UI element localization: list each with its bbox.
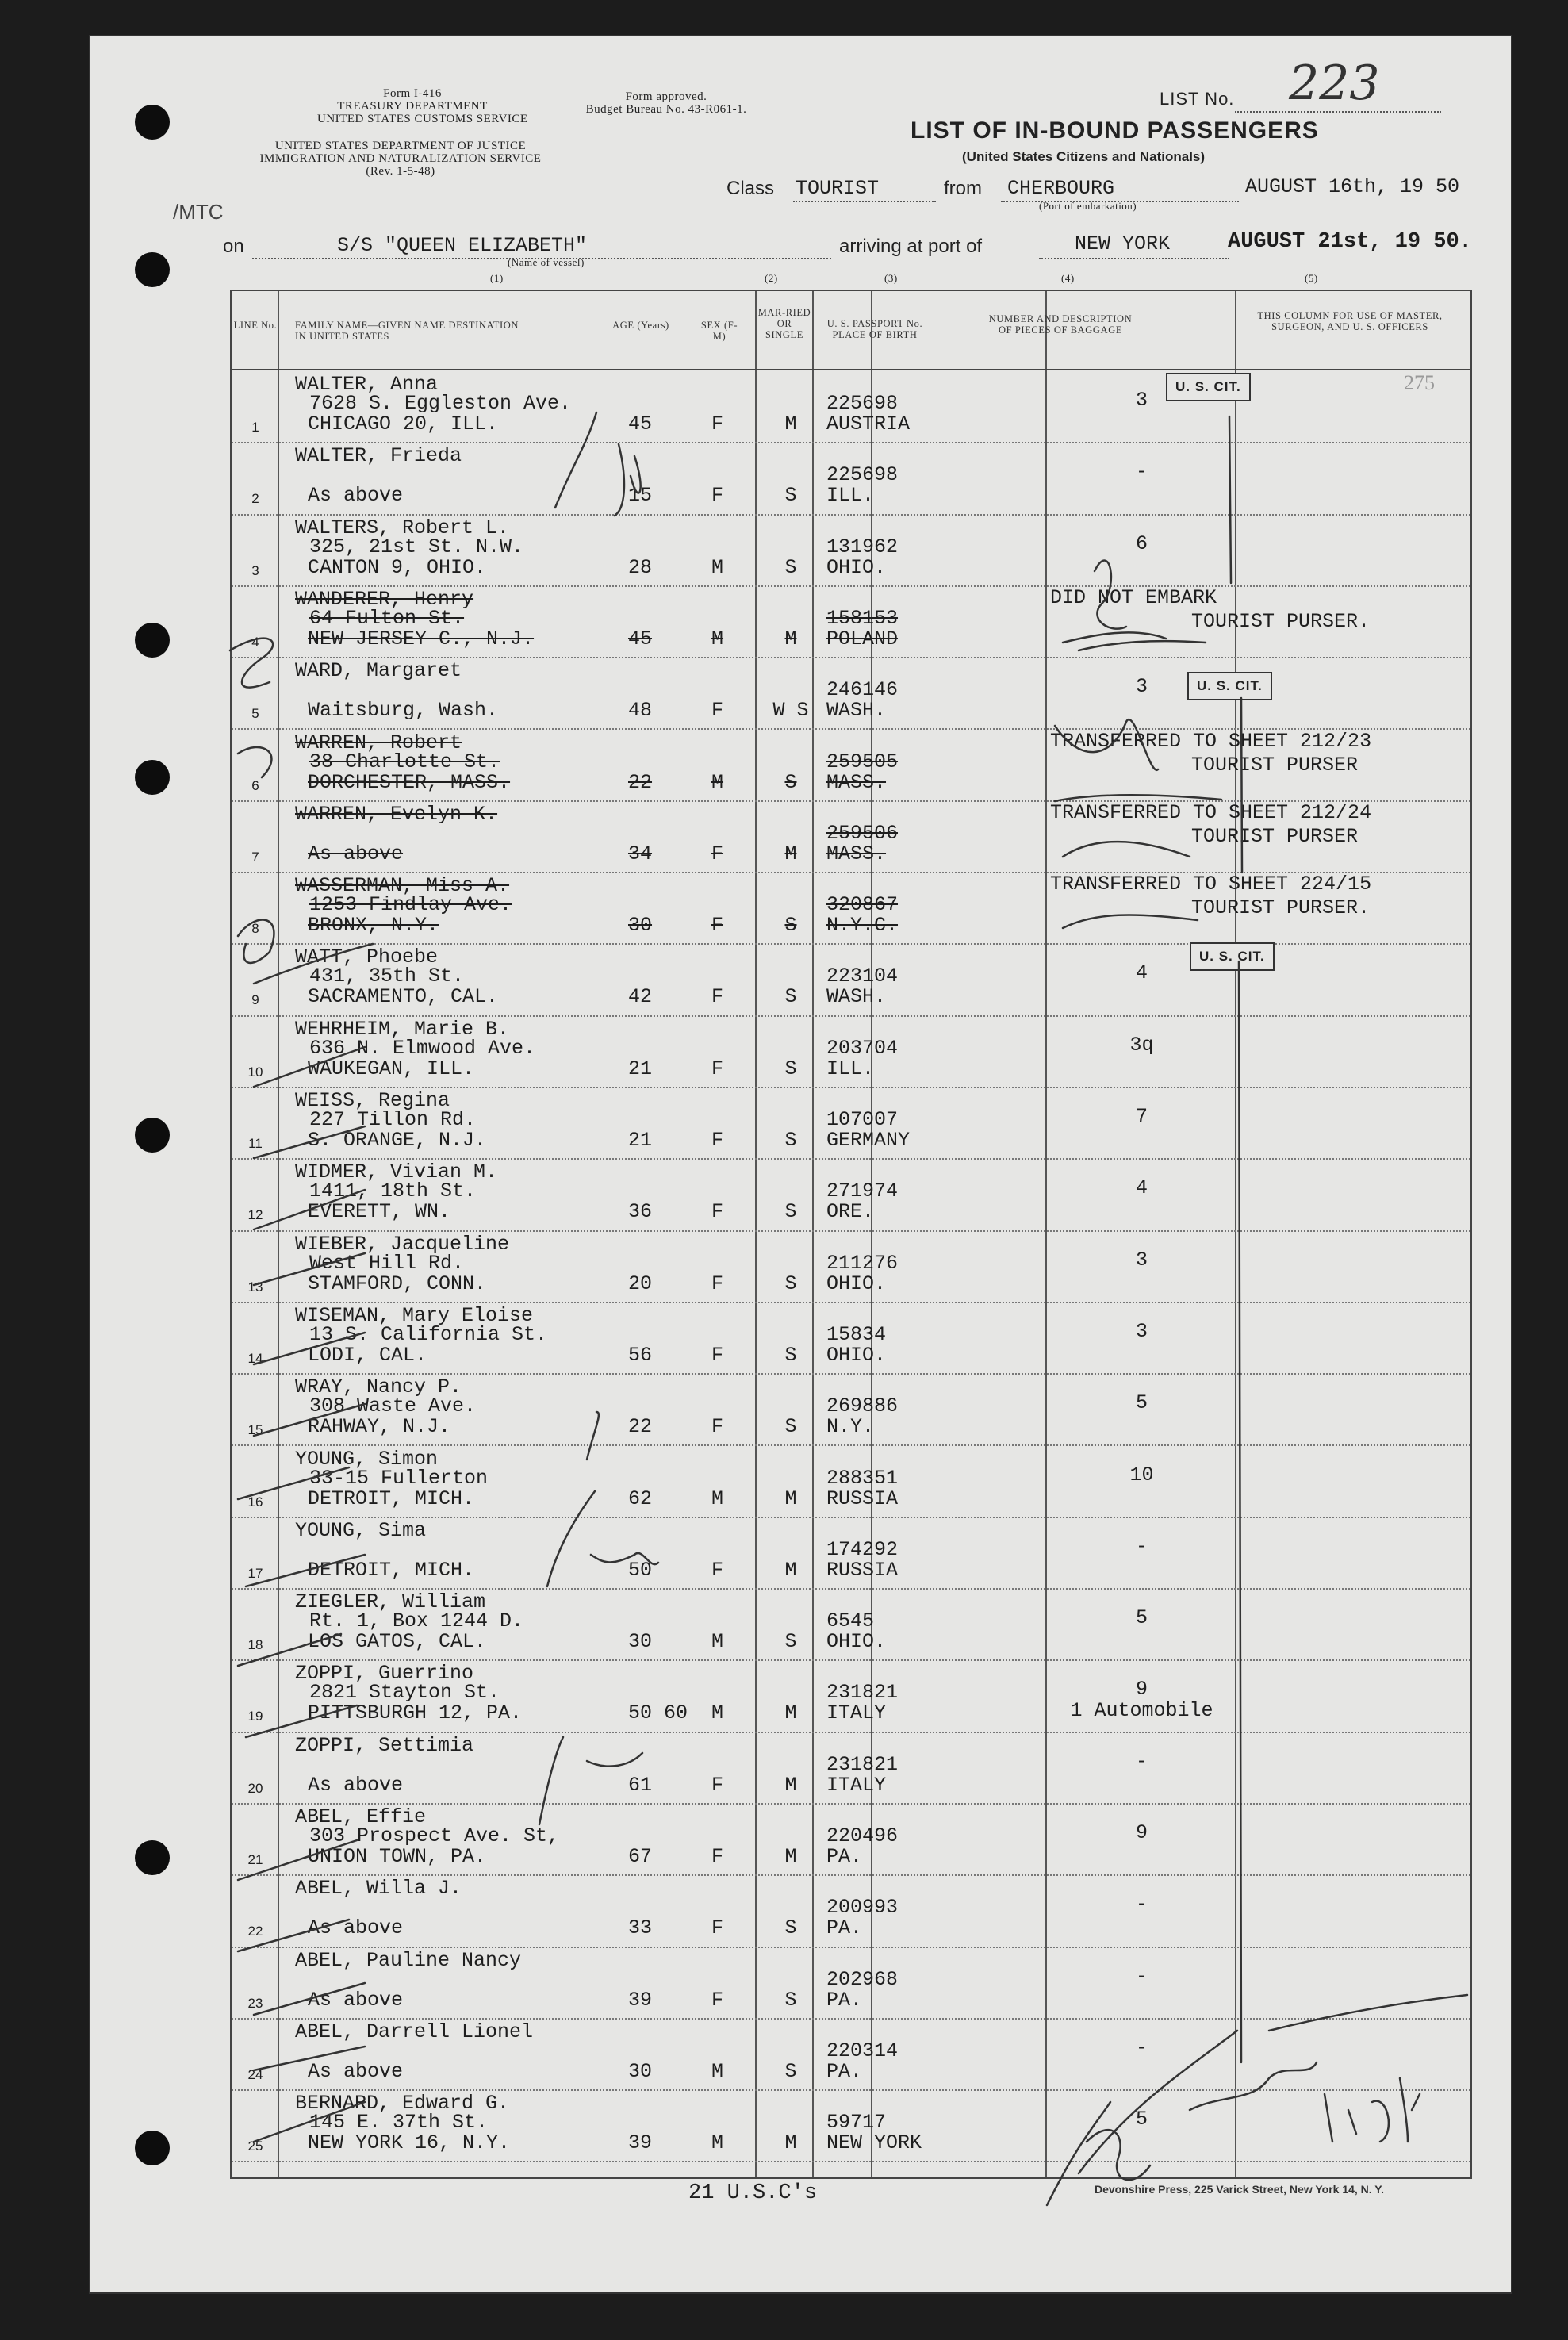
baggage: TRANSFERRED TO SHEET 224/15	[1050, 873, 1372, 896]
passenger-marital-status: S	[784, 1200, 797, 1224]
place-of-birth: PA.	[826, 2059, 863, 2083]
passenger-sex: M	[711, 1701, 724, 1725]
line-number: 4	[251, 634, 259, 650]
line-number: 9	[251, 992, 259, 1008]
passenger-destination: NEW YORK 16, N.Y.	[308, 2131, 511, 2155]
place-of-birth: MASS.	[826, 770, 887, 794]
passenger-age: 45	[628, 412, 653, 435]
line-number: 16	[247, 1494, 263, 1509]
baggage: 6	[1135, 531, 1148, 555]
passenger-sex: F	[711, 985, 724, 1009]
officer-note: TOURIST PURSER	[1191, 753, 1359, 777]
passenger-name: ZOPPI, Settimia	[295, 1733, 474, 1757]
passenger-marital-status: S	[784, 1988, 797, 2012]
line-number: 14	[247, 1350, 263, 1366]
passenger-name: WEHRHEIM, Marie B.	[295, 1017, 510, 1041]
passenger-address: 145 E. 37th St.	[309, 2111, 489, 2135]
line-number: 8	[251, 921, 259, 937]
col-header-age: AGE (Years)	[612, 320, 669, 331]
passenger-age: 30	[628, 914, 653, 938]
line-number: 18	[247, 1637, 263, 1653]
passport-number: 259506	[826, 821, 899, 845]
colnum-4: (4)	[1061, 272, 1075, 284]
passenger-sex: F	[711, 1200, 724, 1224]
passenger-destination: Waitsburg, Wash.	[308, 699, 499, 723]
place-of-birth: N.Y.C.	[826, 914, 899, 938]
baggage: TRANSFERRED TO SHEET 212/24	[1050, 800, 1372, 824]
baggage: 9 1 Automobile	[1070, 1678, 1213, 1723]
line-number: 21	[247, 1852, 263, 1867]
line-number: 19	[247, 1709, 263, 1724]
baggage: -	[1135, 1893, 1148, 1916]
us-citizen-stamp: U. S. CIT.	[1166, 373, 1251, 401]
line-number: 2	[251, 491, 259, 507]
passenger-destination: As above	[308, 842, 404, 865]
passenger-age: 48	[628, 699, 653, 723]
baggage: 4	[1135, 1176, 1148, 1200]
treasury-line: TREASURY DEPARTMENT	[337, 100, 488, 113]
passenger-age: 39	[628, 1988, 653, 2012]
passenger-sex: F	[711, 1845, 724, 1868]
passenger-destination: LOS GATOS, CAL.	[308, 1630, 487, 1654]
passport-number: 59717	[826, 2111, 887, 2135]
passenger-marital-status: S	[784, 1916, 797, 1940]
passenger-destination: CANTON 9, OHIO.	[308, 555, 487, 579]
colnum-1: (1)	[490, 272, 504, 284]
line-number: 7	[251, 849, 259, 865]
passenger-sex: F	[711, 1988, 724, 2012]
passenger-sex: M	[711, 555, 724, 579]
passenger-age: 39	[628, 2131, 653, 2155]
passenger-sex: F	[711, 1916, 724, 1940]
line-number: 12	[247, 1207, 263, 1223]
passenger-name: WANDERER, Henry	[295, 587, 474, 611]
passenger-age: 22	[628, 770, 653, 794]
footer-note: 21 U.S.C's	[688, 2181, 818, 2205]
passenger-sex: M	[711, 2131, 724, 2155]
col-header-line: LINE No.	[233, 320, 278, 331]
passport-number: 174292	[826, 1537, 899, 1561]
passenger-sex: F	[711, 412, 724, 435]
list-no-label: LIST No.	[1160, 89, 1235, 109]
passenger-name: ZOPPI, Guerrino	[295, 1662, 474, 1686]
passenger-destination: UNION TOWN, PA.	[308, 1845, 487, 1868]
passenger-marital-status: S	[784, 2059, 797, 2083]
baggage: 10	[1129, 1463, 1154, 1486]
passenger-sex: F	[711, 842, 724, 865]
passport-number: 107007	[826, 1108, 899, 1131]
passenger-sex: F	[711, 1343, 724, 1367]
passenger-address: 1253 Findlay Ave.	[309, 893, 512, 917]
passenger-destination: DETROIT, MICH.	[308, 1486, 475, 1510]
passenger-name: ABEL, Pauline Nancy	[295, 1948, 522, 1972]
baggage: -	[1135, 1964, 1148, 1988]
place-of-birth: ORE.	[826, 1200, 875, 1224]
baggage: -	[1135, 1534, 1148, 1558]
passenger-name: WISEMAN, Mary Eloise	[295, 1303, 534, 1327]
baggage: 5	[1135, 2108, 1148, 2131]
arrival-port: NEW YORK	[1075, 232, 1171, 255]
passenger-name: YOUNG, Sima	[295, 1518, 427, 1542]
line-number: 3	[251, 562, 259, 578]
baggage: 3	[1135, 675, 1148, 699]
passenger-destination: RAHWAY, N.J.	[308, 1415, 451, 1439]
passenger-sex: F	[711, 1558, 724, 1582]
place-of-birth: MASS.	[826, 842, 887, 865]
passenger-destination: DORCHESTER, MASS.	[308, 770, 511, 794]
baggage: 3	[1135, 1248, 1148, 1272]
passenger-marital-status: M	[784, 2131, 797, 2155]
port-embark-caption: (Port of embarkation)	[1039, 200, 1137, 212]
place-of-birth: WASH.	[826, 985, 887, 1009]
passenger-destination: NEW JERSEY C., N.J.	[308, 627, 535, 650]
passport-number: 131962	[826, 535, 899, 558]
passenger-destination: SACRAMENTO, CAL.	[308, 985, 499, 1009]
us-citizen-stamp: U. S. CIT.	[1190, 942, 1275, 971]
place-of-birth: ITALY	[826, 1701, 887, 1725]
passport-number: 200993	[826, 1896, 899, 1920]
col-header-baggage: NUMBER AND DESCRIPTION OF PIECES OF BAGGAGE	[988, 313, 1133, 336]
passenger-age: 21	[628, 1129, 653, 1152]
passenger-sex: F	[711, 699, 724, 723]
passenger-sex: M	[711, 770, 724, 794]
line-number: 23	[247, 1995, 263, 2011]
baggage: 9	[1135, 1821, 1148, 1844]
place-of-birth: NEW YORK	[826, 2131, 922, 2155]
line-number: 1	[251, 420, 259, 435]
passenger-marital-status: S	[784, 1057, 797, 1080]
passenger-sex: M	[711, 1630, 724, 1654]
baggage: 3	[1135, 1319, 1148, 1343]
line-number: 25	[247, 2139, 263, 2154]
passenger-sex: M	[711, 627, 724, 650]
place-of-birth: RUSSIA	[826, 1558, 899, 1582]
place-of-birth: OHIO.	[826, 1630, 887, 1654]
baggage: -	[1135, 2035, 1148, 2059]
passenger-name: ZIEGLER, William	[295, 1590, 486, 1614]
passenger-age: 34	[628, 842, 653, 865]
passenger-destination: STAMFORD, CONN.	[308, 1272, 487, 1295]
line-number: 13	[247, 1279, 263, 1295]
budget-line: Budget Bureau No. 43-R061-1.	[585, 103, 747, 116]
printer-imprint: Devonshire Press, 225 Varick Street, New York 14, N. Y.	[1095, 2183, 1384, 2196]
passenger-age: 61	[628, 1773, 653, 1797]
passenger-address: 2821 Stayton St.	[309, 1681, 500, 1705]
passport-number: 225698	[826, 463, 899, 487]
baggage: 3	[1135, 389, 1148, 412]
colnum-2: (2)	[765, 272, 778, 284]
passenger-marital-status: M	[784, 1701, 797, 1725]
col-header-sex: SEX (F-M)	[700, 320, 738, 342]
passport-number: 15834	[826, 1322, 887, 1346]
line-number: 24	[247, 2066, 263, 2082]
passenger-age: 21	[628, 1057, 653, 1080]
passenger-age: 33	[628, 1916, 653, 1940]
page-subtitle: (United States Citizens and Nationals)	[962, 149, 1206, 164]
margin-note: /MTC	[173, 200, 224, 224]
passenger-marital-status: M	[784, 1558, 797, 1582]
from-label: from	[944, 178, 982, 199]
from-value: CHERBOURG	[1007, 177, 1115, 200]
passenger-age: 20	[628, 1272, 653, 1295]
passenger-marital-status: S	[784, 1129, 797, 1152]
baggage: 5	[1135, 1606, 1148, 1630]
form-number: Form I-416	[383, 87, 442, 100]
passenger-marital-status: S	[784, 1343, 797, 1367]
passenger-marital-status: S	[784, 1272, 797, 1295]
line-number: 11	[248, 1136, 263, 1151]
line-number: 6	[251, 777, 259, 793]
passport-number: 259505	[826, 750, 899, 773]
passenger-marital-status: M	[784, 627, 797, 650]
passenger-marital-status: S	[784, 914, 797, 938]
page-mark: 275	[1404, 371, 1435, 394]
passenger-name: WARD, Margaret	[295, 659, 462, 683]
line-number: 15	[247, 1422, 263, 1438]
passenger-age: 15	[628, 484, 653, 508]
passenger-destination: LODI, CAL.	[308, 1343, 427, 1367]
passenger-marital-status: S	[784, 1415, 797, 1439]
officer-note: TOURIST PURSER.	[1191, 609, 1371, 633]
passenger-name: BERNARD, Edward G.	[295, 2092, 510, 2116]
passport-number: 220314	[826, 2039, 899, 2062]
place-of-birth: ILL.	[826, 484, 875, 508]
passenger-age: 50	[628, 1558, 653, 1582]
class-label: Class	[726, 178, 775, 199]
passenger-age: 36	[628, 1200, 653, 1224]
passenger-sex: M	[711, 1486, 724, 1510]
passenger-destination: WAUKEGAN, ILL.	[308, 1057, 475, 1080]
passenger-name: WASSERMAN, Miss A.	[295, 874, 510, 898]
passenger-age: 67	[628, 1845, 653, 1868]
passenger-sex: M	[711, 2059, 724, 2083]
passenger-age: 30	[628, 1630, 653, 1654]
baggage: TRANSFERRED TO SHEET 212/23	[1050, 729, 1372, 753]
passenger-address: 64 Fulton St.	[309, 606, 465, 630]
officer-note: TOURIST PURSER	[1191, 824, 1359, 848]
passenger-destination: As above	[308, 2059, 404, 2083]
passport-number: 246146	[826, 678, 899, 702]
passenger-destination: CHICAGO 20, ILL.	[308, 412, 499, 435]
line-number: 22	[247, 1924, 263, 1939]
passenger-name: WIDMER, Vivian M.	[295, 1160, 498, 1184]
passenger-destination: As above	[308, 1916, 404, 1940]
baggage: 5	[1135, 1391, 1148, 1415]
passport-number: 320867	[826, 893, 899, 917]
passenger-name: WARREN, Robert	[295, 731, 462, 754]
customs-line: UNITED STATES CUSTOMS SERVICE	[317, 113, 528, 125]
passenger-marital-status: S	[784, 555, 797, 579]
colnum-5: (5)	[1305, 272, 1318, 284]
passport-number: 269886	[826, 1394, 899, 1418]
arrival-date: AUGUST 21st, 19 50.	[1228, 230, 1472, 254]
passenger-marital-status: S	[784, 484, 797, 508]
passport-number: 202968	[826, 1967, 899, 1991]
passenger-destination: S. ORANGE, N.J.	[308, 1129, 487, 1152]
passenger-name: WALTER, Frieda	[295, 444, 462, 468]
place-of-birth: POLAND	[826, 627, 899, 650]
passenger-name: WIEBER, Jacqueline	[295, 1232, 510, 1256]
arriving-label: arriving at port of	[839, 236, 983, 257]
baggage: 3q	[1129, 1033, 1154, 1057]
justice-line: UNITED STATES DEPARTMENT OF JUSTICE	[274, 140, 527, 152]
ins-line: IMMIGRATION AND NATURALIZATION SERVICE	[259, 152, 542, 165]
col-header-married: MAR-RIED OR SINGLE	[757, 307, 811, 340]
passenger-address: 431, 35th St.	[309, 965, 465, 988]
passenger-sex: F	[711, 914, 724, 938]
place-of-birth: OHIO.	[826, 1343, 887, 1367]
passenger-age: 22	[628, 1415, 653, 1439]
passport-number: 158153	[826, 606, 899, 630]
line-number: 5	[251, 706, 259, 722]
colnum-3: (3)	[884, 272, 898, 284]
passenger-address: West Hill Rd.	[309, 1251, 465, 1275]
passenger-destination: BRONX, N.Y.	[308, 914, 439, 938]
place-of-birth: ITALY	[826, 1773, 887, 1797]
passenger-age: 45	[628, 627, 653, 650]
place-of-birth: OHIO.	[826, 1272, 887, 1295]
passport-number: 271974	[826, 1180, 899, 1203]
passport-number: 220496	[826, 1824, 899, 1847]
line-number: 20	[247, 1780, 263, 1796]
page-title: LIST OF IN-BOUND PASSENGERS	[911, 117, 1319, 144]
passenger-sex: F	[711, 1272, 724, 1295]
passenger-name: WATT, Phoebe	[295, 946, 439, 969]
passenger-sex: F	[711, 484, 724, 508]
passport-number: 211276	[826, 1251, 899, 1275]
passenger-sex: F	[711, 1057, 724, 1080]
class-value: TOURIST	[796, 177, 880, 200]
line-number: 17	[247, 1565, 263, 1581]
col-header-officers: THIS COLUMN FOR USE OF MASTER, SURGEON, AND U. S. OFFICERS	[1257, 310, 1443, 332]
list-number-handwritten: 223	[1289, 56, 1380, 111]
baggage: -	[1135, 460, 1148, 484]
passenger-address: 303 Prospect Ave. St,	[309, 1824, 560, 1847]
passenger-marital-status: M	[784, 1773, 797, 1797]
passenger-name: ABEL, Darrell Lionel	[295, 2020, 534, 2043]
passenger-sex: F	[711, 1129, 724, 1152]
us-citizen-stamp: U. S. CIT.	[1187, 672, 1272, 700]
passport-number: 225698	[826, 392, 899, 415]
vessel-caption: (Name of vessel)	[508, 256, 585, 268]
passenger-name: WEISS, Regina	[295, 1089, 450, 1112]
vessel-name: S/S "QUEEN ELIZABETH"	[337, 234, 588, 257]
passenger-destination: DETROIT, MICH.	[308, 1558, 475, 1582]
passenger-age: 50 60	[628, 1701, 688, 1725]
passenger-address: Rt. 1, Box 1244 D.	[309, 1609, 524, 1633]
passenger-address: 33-15 Fullerton	[309, 1466, 489, 1490]
officer-note: TOURIST PURSER.	[1191, 896, 1371, 920]
passenger-name: WARREN, Evelyn K.	[295, 802, 498, 826]
passport-number: 288351	[826, 1466, 899, 1490]
passenger-age: 28	[628, 555, 653, 579]
baggage: -	[1135, 1749, 1148, 1773]
passenger-marital-status: M	[784, 412, 797, 435]
passenger-destination: As above	[308, 1773, 404, 1797]
place-of-birth: WASH.	[826, 699, 887, 723]
passenger-name: ABEL, Willa J.	[295, 1877, 462, 1901]
passenger-age: 56	[628, 1343, 653, 1367]
passenger-name: WRAY, Nancy P.	[295, 1375, 462, 1399]
on-label: on	[223, 236, 244, 257]
col-header-name: FAMILY NAME—GIVEN NAME DESTINATION IN UNITED STATES	[295, 320, 519, 342]
baggage: 7	[1135, 1105, 1148, 1128]
passenger-marital-status: S	[784, 985, 797, 1009]
place-of-birth: PA.	[826, 1916, 863, 1940]
passenger-name: WALTER, Anna	[295, 373, 439, 396]
passenger-address: 38 Charlotte St.	[309, 750, 500, 773]
passenger-age: 42	[628, 985, 653, 1009]
departure-date: AUGUST 16th, 19 50	[1245, 175, 1460, 198]
baggage: DID NOT EMBARK	[1050, 585, 1217, 609]
passenger-address: 325, 21st St. N.W.	[309, 535, 524, 558]
passenger-address: 308 Waste Ave.	[309, 1394, 477, 1418]
passport-number: 6545	[826, 1609, 875, 1633]
approved-line: Form approved.	[625, 90, 707, 103]
place-of-birth: PA.	[826, 1845, 863, 1868]
passenger-address: 13 S. California St.	[309, 1322, 548, 1346]
passenger-destination: As above	[308, 484, 404, 508]
place-of-birth: GERMANY	[826, 1129, 911, 1152]
passenger-marital-status: M	[784, 1486, 797, 1510]
passenger-destination: EVERETT, WN.	[308, 1200, 451, 1224]
passport-number: 231821	[826, 1681, 899, 1705]
passport-number: 223104	[826, 965, 899, 988]
passenger-name: ABEL, Effie	[295, 1805, 427, 1828]
passenger-address: 1411, 18th St.	[309, 1180, 477, 1203]
passenger-name: WALTERS, Robert L.	[295, 516, 510, 539]
place-of-birth: RUSSIA	[826, 1486, 899, 1510]
passenger-sex: F	[711, 1773, 724, 1797]
passenger-destination: PITTSBURGH 12, PA.	[308, 1701, 523, 1725]
passenger-destination: As above	[308, 1988, 404, 2012]
passenger-marital-status: W S	[772, 699, 809, 723]
col-header-passport: U. S. PASSPORT No. PLACE OF BIRTH	[826, 318, 923, 340]
passenger-marital-status: S	[784, 1630, 797, 1654]
passenger-name: YOUNG, Simon	[295, 1447, 439, 1471]
passenger-address: 227 Tillon Rd.	[309, 1108, 477, 1131]
passenger-address: 7628 S. Eggleston Ave.	[309, 392, 572, 415]
passenger-address: 636 N. Elmwood Ave.	[309, 1036, 536, 1060]
passenger-age: 30	[628, 2059, 653, 2083]
passport-number: 203704	[826, 1036, 899, 1060]
place-of-birth: AUSTRIA	[826, 412, 911, 435]
passport-number: 231821	[826, 1752, 899, 1776]
place-of-birth: N.Y.	[826, 1415, 875, 1439]
place-of-birth: OHIO.	[826, 555, 887, 579]
passenger-age: 62	[628, 1486, 653, 1510]
passenger-marital-status: M	[784, 842, 797, 865]
revision-line: (Rev. 1-5-48)	[366, 165, 435, 178]
baggage: 4	[1135, 961, 1148, 985]
place-of-birth: PA.	[826, 1988, 863, 2012]
line-number: 10	[247, 1064, 263, 1080]
passenger-marital-status: M	[784, 1845, 797, 1868]
passenger-marital-status: S	[784, 770, 797, 794]
passenger-sex: F	[711, 1415, 724, 1439]
place-of-birth: ILL.	[826, 1057, 875, 1080]
